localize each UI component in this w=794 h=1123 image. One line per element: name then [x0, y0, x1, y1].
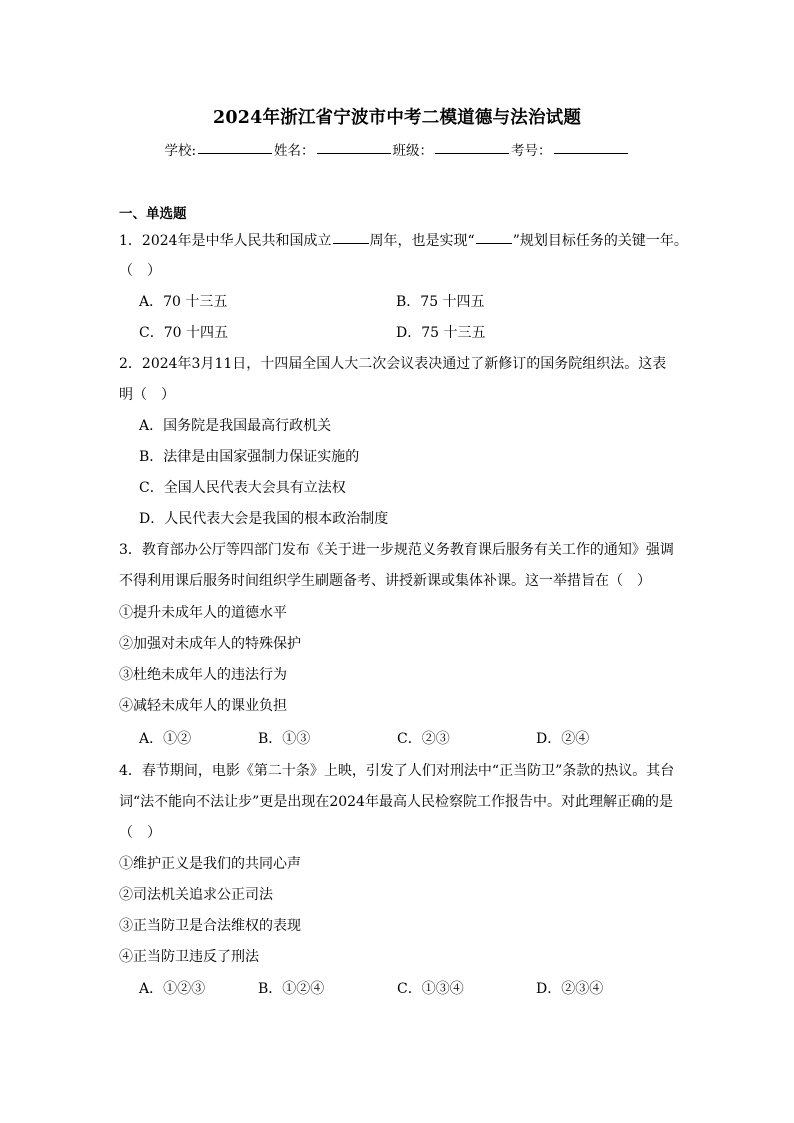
q3-item-4: ④减轻未成年人的课业负担	[119, 698, 287, 714]
q1-option-b[interactable]: B．75 十四五	[396, 294, 485, 310]
q2-option-a[interactable]: A．国务院是我国最高行政机关	[139, 418, 332, 434]
q1-stem	[119, 230, 688, 250]
q4-option-b[interactable]: B．①②④	[258, 981, 325, 997]
q1-option-d[interactable]: D．75 十三五	[396, 325, 486, 341]
q4-item-1: ①维护正义是我们的共同心声	[119, 856, 301, 872]
q3-item-3: ③杜绝未成年人的违法行为	[119, 667, 287, 683]
q1-stem-part-a: 1．2024年是中华人民共和国成立	[119, 233, 332, 249]
q1-stem-part-c: ”规划目标任务的关键一年。	[512, 233, 688, 249]
name-blank[interactable]	[317, 152, 391, 154]
q4-item-4: ④正当防卫违反了刑法	[119, 949, 259, 965]
q2-option-c[interactable]: C．全国人民代表大会具有立法权	[139, 480, 346, 496]
exam-number-blank[interactable]	[554, 152, 628, 154]
q3-stem-line1: 3．教育部办公厅等四部门发布《关于进一步规范义务教育课后服务有关工作的通知》强调	[119, 542, 674, 558]
q4-answer-paren: （ ）	[119, 825, 161, 841]
class-blank[interactable]	[435, 152, 509, 154]
student-info-line	[0, 139, 794, 159]
q3-option-a[interactable]: A．①②	[139, 731, 192, 747]
q1-blank-2	[476, 242, 512, 244]
q1-blank-1	[333, 242, 369, 244]
q3-stem-line2: 不得利用课后服务时间组织学生刷题备考、讲授新课或集体补课。这一举措旨在（ ）	[119, 573, 651, 589]
q2-stem-line1: 2．2024年3月11日，十四届全国人大二次会议表决通过了新修订的国务院组织法。这表	[119, 356, 667, 372]
page-title: 2024年浙江省宁波市中考二模道德与法治试题	[212, 108, 582, 128]
exam-number-label: 考号：	[511, 143, 552, 159]
q2-option-d[interactable]: D．人民代表大会是我国的根本政治制度	[139, 511, 389, 527]
q3-item-1: ①提升未成年人的道德水平	[119, 605, 287, 621]
q1-stem-part-b: 周年，也是实现“	[369, 233, 475, 249]
q2-stem-line2: 明（ ）	[119, 387, 175, 403]
q4-option-a[interactable]: A．①②③	[139, 981, 206, 997]
q3-item-2: ②加强对未成年人的特殊保护	[119, 636, 301, 652]
school-blank[interactable]	[198, 152, 272, 154]
school-label: 学校:	[164, 143, 197, 159]
q1-answer-paren: （ ）	[119, 263, 161, 279]
q4-option-c[interactable]: C．①③④	[397, 981, 464, 997]
q2-option-b[interactable]: B．法律是由国家强制力保证实施的	[139, 449, 360, 465]
q3-option-d[interactable]: D．②④	[536, 731, 590, 747]
section-heading: 一、单选题	[119, 206, 187, 222]
q4-option-d[interactable]: D．②③④	[536, 981, 604, 997]
q4-stem-line1: 4．春节期间，电影《第二十条》上映，引发了人们对刑法中“正当防卫”条款的热议。其台	[119, 763, 675, 779]
q4-stem-line2: 词“法不能向不法让步”更是出现在2024年最高人民检察院工作报告中。对此理解正确的是	[119, 794, 673, 810]
class-label: 班级：	[392, 143, 434, 159]
q1-option-c[interactable]: C．70 十四五	[139, 325, 228, 341]
q1-option-a[interactable]: A．70 十三五	[139, 294, 228, 310]
q4-item-2: ②司法机关追求公正司法	[119, 887, 273, 903]
name-label: 姓名：	[274, 143, 315, 159]
q3-option-b[interactable]: B．①③	[258, 731, 311, 747]
q4-item-3: ③正当防卫是合法维权的表现	[119, 918, 301, 934]
q3-option-c[interactable]: C．②③	[397, 731, 450, 747]
